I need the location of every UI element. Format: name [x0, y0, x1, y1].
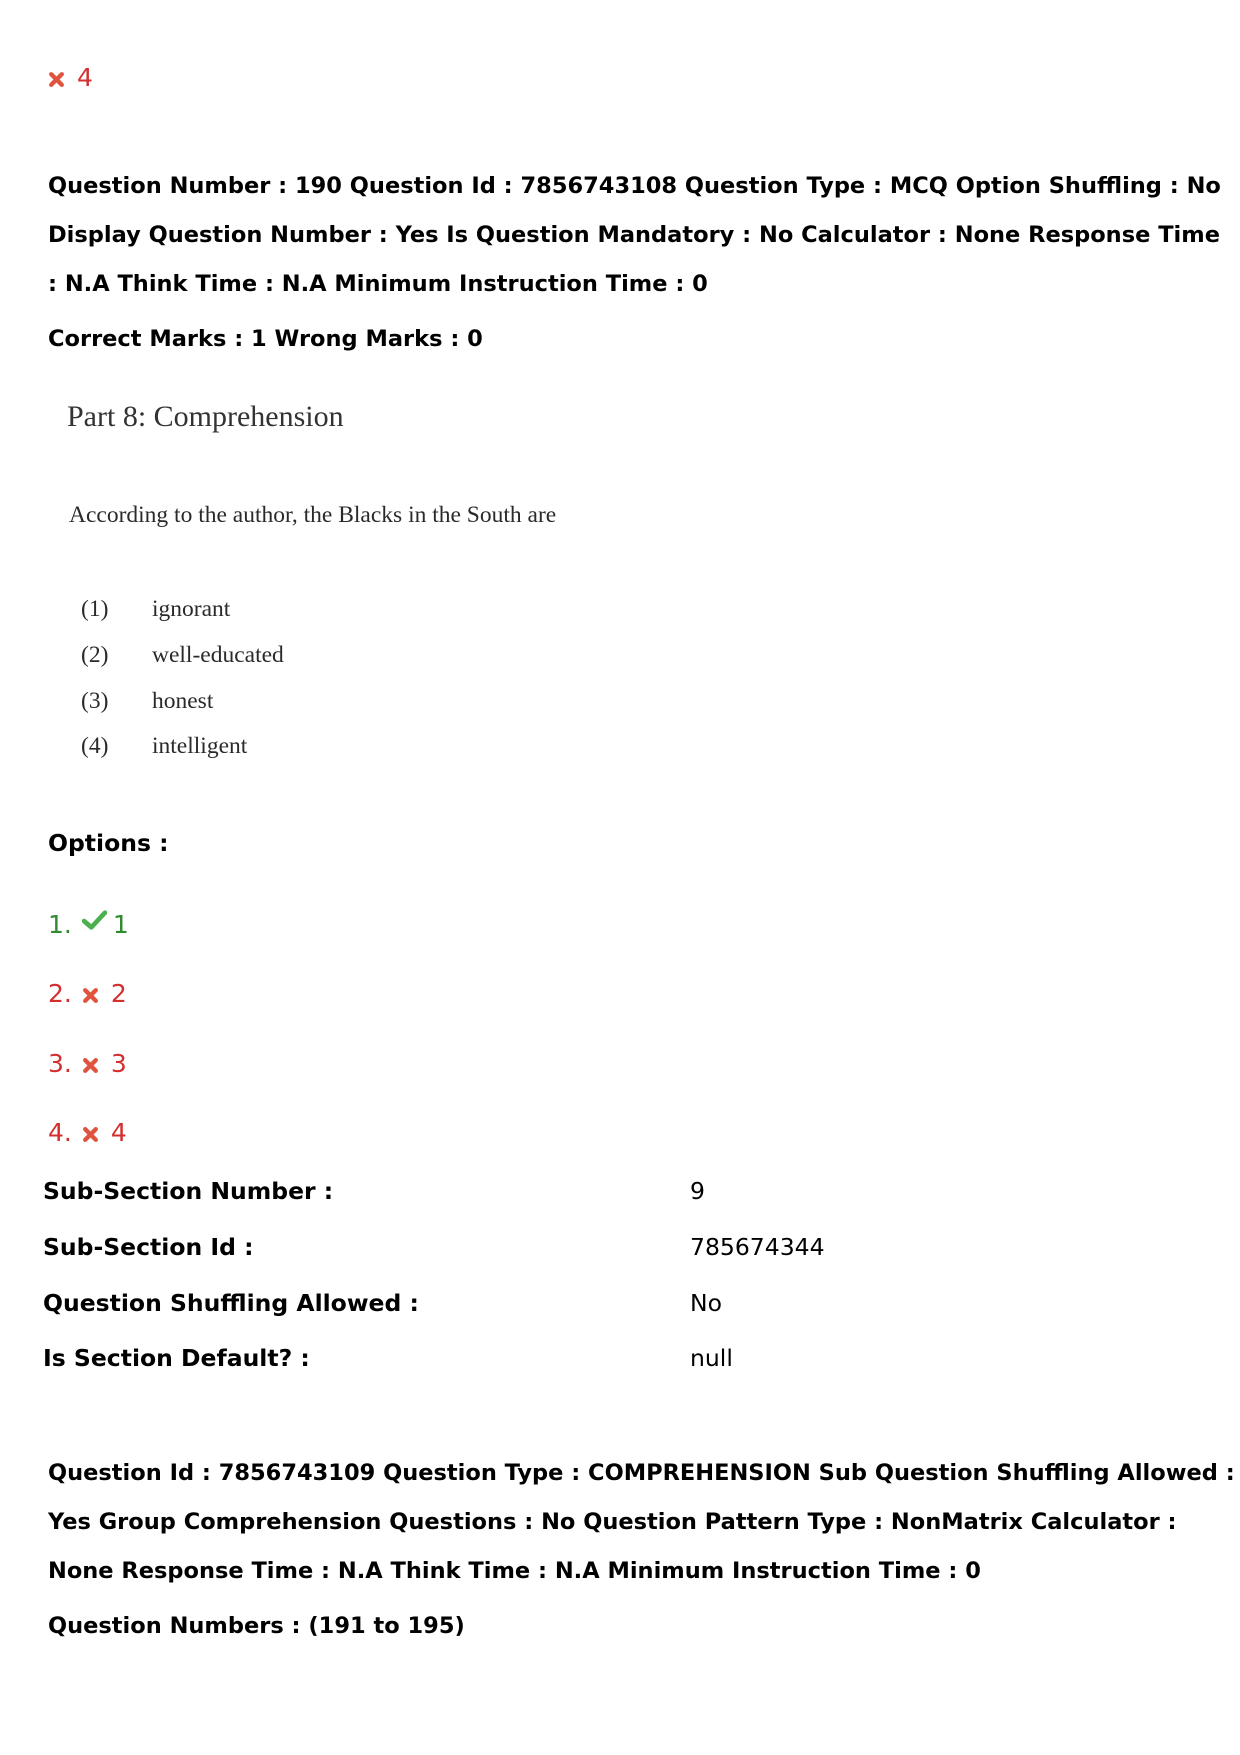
choice-number: (4) [81, 733, 109, 759]
sub-section-id-value: 785674344 [690, 1233, 825, 1261]
section-default-value: null [690, 1344, 733, 1372]
choice-text: intelligent [152, 733, 248, 759]
question-numbers-range: Question Numbers : (191 to 195) [48, 1613, 465, 1639]
choice-text: ignorant [152, 596, 231, 622]
metadata-line: Yes Group Comprehension Questions : No Question Pattern Type : NonMatrix Calculator : [48, 1509, 1177, 1535]
metadata-line: Question Number : 190 Question Id : 7856743108 Question Type : MCQ Option Shuffling : No [48, 173, 1221, 199]
choice-number: (1) [81, 596, 109, 622]
sub-section-id-label: Sub-Section Id : [43, 1233, 254, 1261]
marks-info: Correct Marks : 1 Wrong Marks : 0 [48, 326, 483, 352]
section-default-label: Is Section Default? : [43, 1344, 310, 1372]
choice-number: (2) [81, 642, 109, 668]
option-number: 1. [48, 909, 72, 939]
question-choice [81, 688, 213, 715]
sub-section-number-label: Sub-Section Number : [43, 1177, 334, 1205]
option-2-wrong [48, 978, 127, 1008]
option-label: 4 [77, 62, 93, 92]
question-choice [81, 596, 230, 623]
option-label: 3 [110, 1048, 127, 1078]
choice-text: honest [152, 688, 214, 714]
comprehension-metadata [48, 1449, 1235, 1596]
sub-section-number-value: 9 [690, 1177, 705, 1205]
metadata-line: None Response Time : N.A Think Time : N.A Minimum Instruction Time : 0 [48, 1558, 981, 1584]
option-label: 2 [110, 978, 127, 1008]
question-190-metadata [48, 162, 1221, 309]
option-label: 4 [110, 1117, 127, 1147]
option-1-correct [48, 909, 129, 939]
question-part-title: Part 8: Comprehension [67, 400, 344, 433]
question-choice [81, 642, 284, 669]
question-shuffling-label: Question Shuffling Allowed : [43, 1289, 419, 1317]
metadata-line: Question Id : 7856743109 Question Type : COMPREHENSION Sub Question Shuffling Allowed : [48, 1460, 1235, 1486]
option-label: 1 [112, 909, 129, 939]
cross-icon [48, 71, 65, 88]
question-stem: According to the author, the Blacks in the South are [69, 502, 557, 528]
metadata-line: : N.A Think Time : N.A Minimum Instruction Time : 0 [48, 271, 708, 297]
options-heading: Options : [48, 829, 169, 857]
option-3-wrong [48, 1048, 127, 1078]
question-choice [81, 733, 247, 760]
question-image [52, 390, 672, 780]
metadata-line: Display Question Number : Yes Is Question Mandatory : No Calculator : None Response Time [48, 222, 1220, 248]
choice-text: well-educated [152, 642, 284, 668]
question-shuffling-value: No [690, 1289, 722, 1317]
option-4-wrong [48, 1117, 127, 1147]
option-number: 3. [48, 1048, 72, 1078]
cross-icon [82, 1126, 99, 1143]
previous-option-4 [48, 62, 93, 92]
option-number: 2. [48, 978, 72, 1008]
cross-icon [82, 1057, 99, 1074]
choice-number: (3) [81, 688, 109, 714]
cross-icon [82, 987, 99, 1004]
check-icon [82, 909, 107, 931]
option-number: 4. [48, 1117, 72, 1147]
